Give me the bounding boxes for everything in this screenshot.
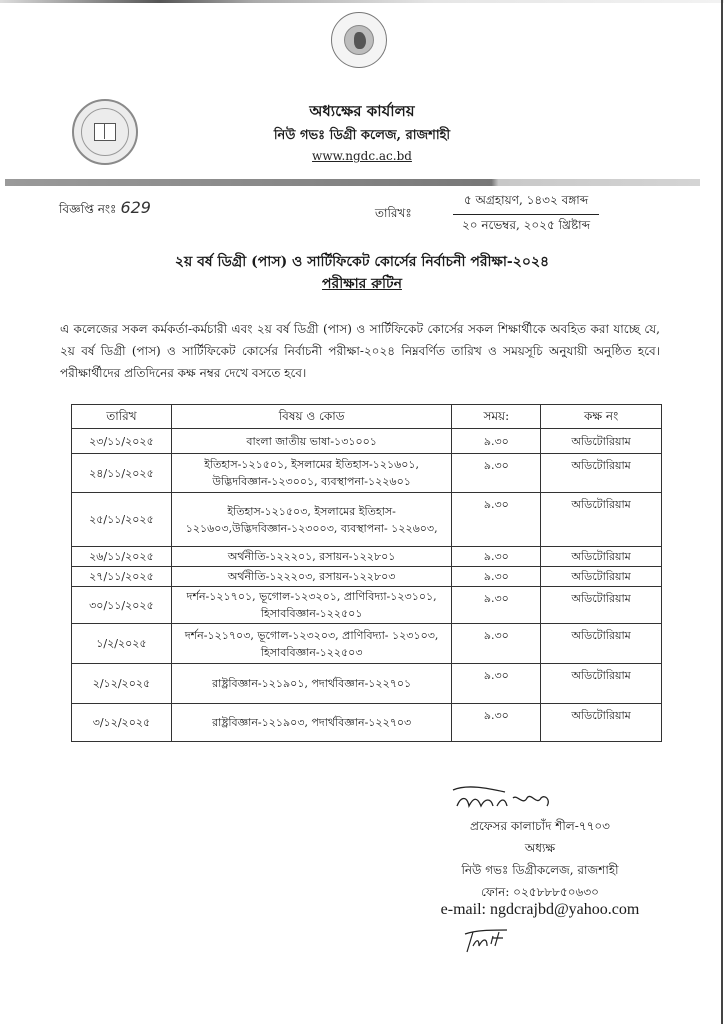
college-name: নিউ গভঃ ডিগ্রী কলেজ, রাজশাহী — [273, 128, 451, 143]
header-subject: বিষয় ও কোড — [171, 405, 452, 429]
cell-time: ৯.৩০ — [452, 587, 541, 624]
bangladesh-map-icon — [354, 32, 366, 49]
signatory-institution: নিউ গভঃ ডিগ্রীকলেজ, রাজশাহী — [461, 863, 619, 877]
table-row — [72, 454, 662, 493]
cell-date: ২৭/১১/২০২৫ — [72, 567, 172, 587]
table-row — [72, 664, 662, 704]
cell-subject: ইতিহাস-১২১৫০১, ইসলামের ইতিহাস-১২১৬০১, উদ্ভিদবিজ্ঞান-১২৩০০১, ব্যবস্থাপনা-১২২৬০১ — [171, 454, 452, 493]
government-seal-logo — [331, 12, 387, 68]
cell-time: ৯.৩০ — [452, 664, 541, 704]
website-link[interactable]: www.ngdc.ac.bd — [312, 149, 412, 163]
memo-number-value: 629 — [120, 198, 151, 217]
date-block — [453, 192, 599, 237]
header-divider — [5, 179, 700, 186]
cell-date: ২৪/১১/২০২৫ — [72, 454, 172, 493]
table-row — [72, 587, 662, 624]
cell-date: ৩০/১১/২০২৫ — [72, 587, 172, 624]
table-row — [72, 429, 662, 454]
signatory-block — [390, 815, 690, 903]
cell-subject: ইতিহাস-১২১৫০৩, ইসলামের ইতিহাস- ১২১৬০৩,উদ্ভিদবিজ্ঞান-১২৩০০৩, ব্যবস্থাপনা- ১২২৬০৩, — [171, 493, 452, 547]
cell-date: ১/২/২০২৫ — [72, 624, 172, 664]
cell-room: অডিটোরিয়াম — [541, 547, 662, 567]
cell-subject: অর্থনীতি-১২২২০১, রসায়ন-১২২৮০১ — [171, 547, 452, 567]
cell-time: ৯.৩০ — [452, 567, 541, 587]
cell-date: ৩/১২/২০২৫ — [72, 704, 172, 742]
cell-time: ৯.৩০ — [452, 547, 541, 567]
cell-date: ২/১২/২০২৫ — [72, 664, 172, 704]
cell-subject: বাংলা জাতীয় ভাষা-১৩১০০১ — [171, 429, 452, 454]
table-row — [72, 547, 662, 567]
table-header-row — [72, 405, 662, 429]
memo-number — [59, 198, 151, 221]
cell-subject: রাষ্ট্রবিজ্ঞান-১২১৯০১, পদার্থবিজ্ঞান-১২২৭০১ — [171, 664, 452, 704]
header-time: সময়: — [452, 405, 541, 429]
cell-date: ২৩/১১/২০২৫ — [72, 429, 172, 454]
notice-body: এ কলেজের সকল কর্মকর্তা-কর্মচারী এবং ২য় বর্ষ ডিগ্রী (পাস) ও সার্টিফিকেট কোর্সের সকল শিক্ষার্থীকে অবহিত করা যাচ্ছে যে, ২য় বর্ষ ডিগ্রী (পাস) ও সার্টিফিকেট কোর্সের নির্বাচনী পরীক্ষা-২০২৪ নিম্নবর্ণিত তারিখ ও সময়সূচি অনুযায়ী অনুষ্ঠিত হবে। পরীক্ষার্থীদের প্রতিদিনের কক্ষ নম্বর দেখে বসতে হবে। — [60, 322, 660, 380]
exam-routine-table — [71, 404, 662, 742]
cell-time: ৯.৩০ — [452, 454, 541, 493]
header-room: কক্ষ নং — [541, 405, 662, 429]
table-row — [72, 704, 662, 742]
cell-time: ৯.৩০ — [452, 704, 541, 742]
signatory-name: প্রফেসর কালাচাঁদ শীল-৭৭০৩ — [469, 819, 610, 833]
cell-room: অডিটোরিয়াম — [541, 587, 662, 624]
cell-subject: রাষ্ট্রবিজ্ঞান-১২১৯০৩, পদার্থবিজ্ঞান-১২২৭০৩ — [171, 704, 452, 742]
table-row — [72, 624, 662, 664]
signatory-email[interactable]: e-mail: ngdcrajbd@yahoo.com — [440, 901, 640, 918]
date-bangla: ৫ অগ্রহায়ণ, ১৪৩২ বঙ্গাব্দ — [453, 192, 599, 215]
cell-room: অডিটোরিয়াম — [541, 454, 662, 493]
cell-time: ৯.৩০ — [452, 429, 541, 454]
cell-date: ২৬/১১/২০২৫ — [72, 547, 172, 567]
signatory-designation: অধ্যক্ষ — [524, 841, 556, 855]
cell-room: অডিটোরিয়াম — [541, 429, 662, 454]
cell-time: ৯.৩০ — [452, 493, 541, 547]
cell-room: অডিটোরিয়াম — [541, 704, 662, 742]
table-row — [72, 567, 662, 587]
date-label: তারিখঃ — [375, 206, 412, 220]
cell-subject: দর্শন-১২১৭০৩, ভূগোল-১২৩২০৩, প্রাণিবিদ্যা- ১২৩১০৩, হিসাববিজ্ঞান-১২২৫০৩ — [171, 624, 452, 664]
cell-subject: দর্শন-১২১৭০১, ভূগোল-১২৩২০১, প্রাণিবিদ্যা-১২৩১০১, হিসাববিজ্ঞান-১২২৫০১ — [171, 587, 452, 624]
header-date: তারিখ — [72, 405, 172, 429]
office-title: অধ্যক্ষের কার্যালয় — [309, 102, 415, 120]
signatory-phone: ফোন: ০২৫৮৮৮৫০৬৩০ — [481, 885, 599, 899]
cell-room: অডিটোরিয়াম — [541, 493, 662, 547]
notice-subtitle — [0, 272, 724, 296]
handwritten-signature — [447, 784, 557, 814]
cell-room: অডিটোরিয়াম — [541, 567, 662, 587]
memo-label: বিজ্ঞপ্তি নংঃ — [59, 202, 117, 216]
cell-room: অডিটোরিয়াম — [541, 664, 662, 704]
cell-room: অডিটোরিয়াম — [541, 624, 662, 664]
cell-time: ৯.৩০ — [452, 624, 541, 664]
cell-date: ২৫/১১/২০২৫ — [72, 493, 172, 547]
handwritten-initial — [461, 928, 511, 954]
notice-subtitle-text: পরীক্ষার রুটিন — [322, 276, 402, 292]
scan-top-edge — [0, 0, 724, 3]
notice-title: ২য় বর্ষ ডিগ্রী (পাস) ও সার্টিফিকেট কোর্সের নির্বাচনী পরীক্ষা-২০২৪ — [174, 254, 550, 270]
date-gregorian: ২০ নভেম্বর, ২০২৫ খ্রিষ্টাব্দ — [461, 218, 591, 232]
cell-subject: অর্থনীতি-১২২২০৩, রসায়ন-১২২৮০৩ — [171, 567, 452, 587]
table-row — [72, 493, 662, 547]
